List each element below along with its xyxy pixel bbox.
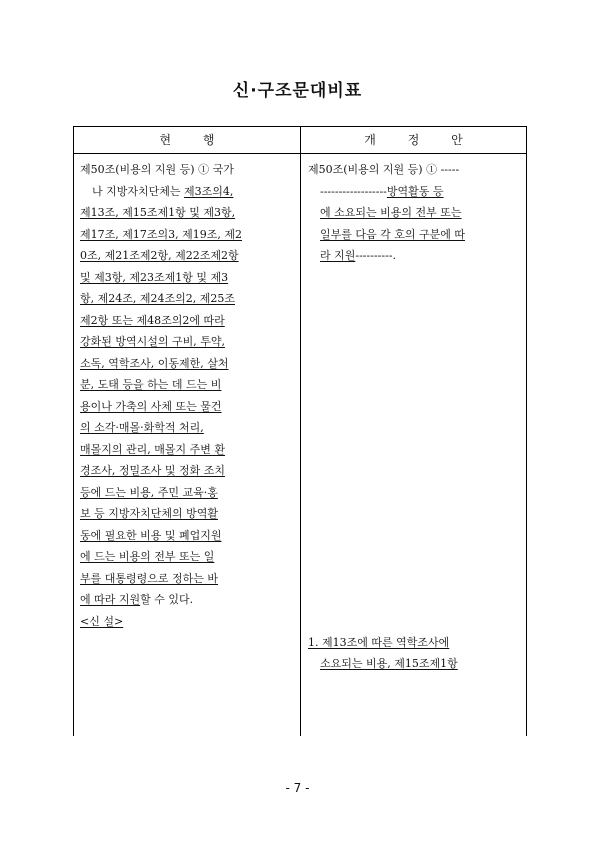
text-line: 경조사, 정밀조사 및 정화 조치 <box>80 464 225 477</box>
text-line: 제2항 또는 제48조의2에 따라 <box>80 313 225 327</box>
text-line: 항, 제24조, 제24조의2, 제25조 <box>80 292 235 305</box>
text-line: 0조, 제21조제2항, 제22조제2항 <box>80 249 239 262</box>
text-line: 의 소각·매몰·화학적 처리, <box>80 421 204 434</box>
column-divider <box>300 127 301 736</box>
proposed-text-column <box>308 159 520 675</box>
text-line: 제17조, 제17조의3, 제19조, 제2 <box>80 227 242 241</box>
text-line: 제13조, 제15조제1항 및 제3항, <box>80 206 236 219</box>
header-proposed: 개 정 안 <box>364 133 463 147</box>
text-line: 라 지원----------. <box>320 249 397 262</box>
new-provision-label: <신 설> <box>80 614 124 628</box>
text-line: 용이나 가축의 사체 또는 물건 <box>80 399 222 413</box>
text-line: 소요되는 비용, 제15조제1항 <box>320 657 458 670</box>
text-line: 보 등 지방자치단체의 방역활 <box>80 507 219 520</box>
text-line: ------------------방역활동 등 <box>320 184 444 198</box>
text-line: 강화된 방역시설의 구비, 투약, <box>80 335 225 348</box>
comparison-table <box>73 126 527 736</box>
text-line: 부를 대통령령으로 정하는 바 <box>80 571 219 585</box>
text-line: 에 드는 비용의 전부 또는 일 <box>80 550 215 563</box>
header-current: 현 행 <box>159 133 215 147</box>
text-line: 등에 드는 비용, 주민 교육·홍 <box>80 485 218 499</box>
page-title: 신·구조문대비표 <box>232 81 363 101</box>
text-line: 제50조(비용의 지원 등) ① ----- <box>308 163 460 176</box>
text-line: 에 따라 지원할 수 있다. <box>80 593 194 606</box>
text-line: 에 소요되는 비용의 전부 또는 <box>320 206 462 219</box>
text-line: 및 제3항, 제23조제1항 및 제3 <box>80 270 229 284</box>
text-line: 나 지방자치단체는 제3조의4, <box>92 184 234 198</box>
current-text-column <box>80 159 294 632</box>
page-number: - 7 - <box>285 781 310 795</box>
text-line: 소독, 역학조사, 이동제한, 살처 <box>80 356 229 370</box>
spacer <box>308 267 520 632</box>
text-line: 일부를 다음 각 호의 구분에 따 <box>320 227 465 241</box>
text-line: 분, 도태 등을 하는 데 드는 비 <box>80 378 222 391</box>
text-line: 매몰지의 관리, 매몰지 주변 환 <box>80 442 225 456</box>
text-line: 제50조(비용의 지원 등) ① 국가 <box>80 163 234 176</box>
text-line: 1. 제13조에 따른 역학조사에 <box>308 635 450 649</box>
text-line: 동에 필요한 비용 및 폐업지원 <box>80 528 222 542</box>
